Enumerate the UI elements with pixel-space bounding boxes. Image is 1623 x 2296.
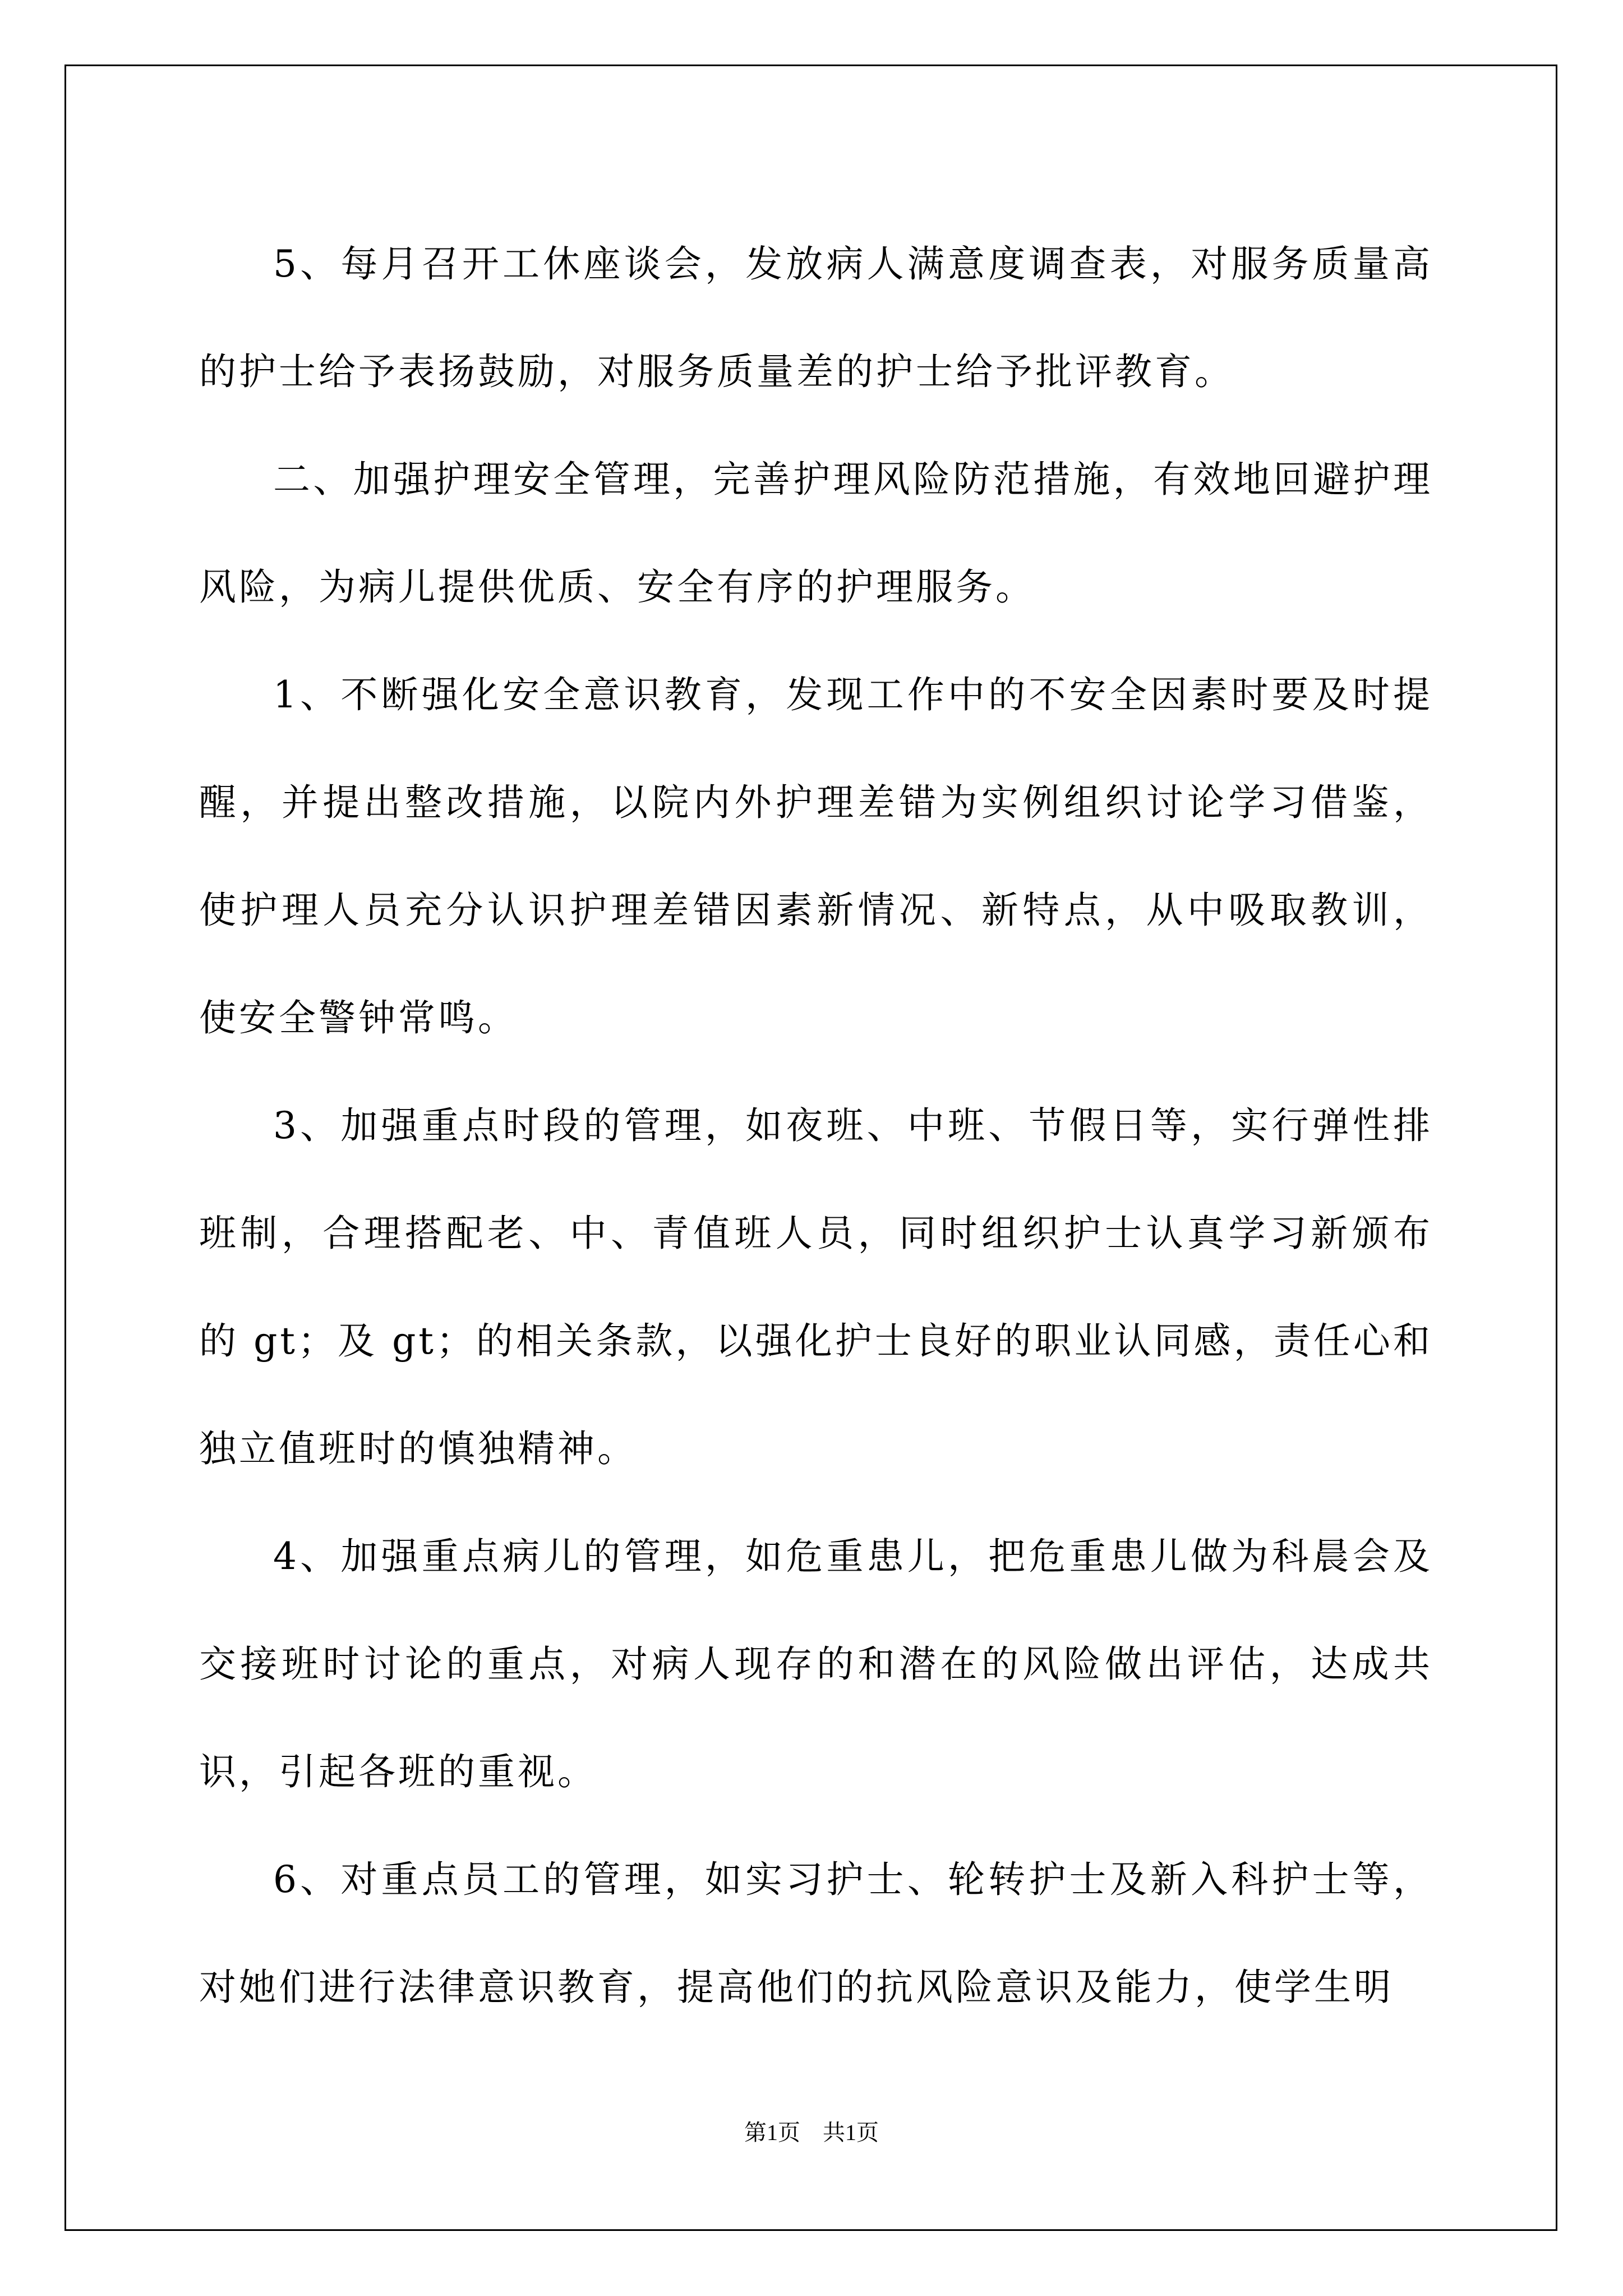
paragraph-3: 1、不断强化安全意识教育，发现工作中的不安全因素时要及时提醒，并提出整改措施，以院内外护理差错为实例组织讨论学习借鉴，使护理人员充分认识护理差错因素新情况、新特点，从中吸取教训，使安全警钟常鸣。 — [199, 673, 1433, 1039]
page-footer: 第1页 共1页 — [744, 2120, 879, 2145]
document-body — [199, 210, 1433, 2041]
paragraph-2: 二、加强护理安全管理，完善护理风险防范措施，有效地回避护理风险，为病儿提供优质、安全有序的护理服务。 — [199, 458, 1433, 609]
paragraph-6: 6、对重点员工的管理，如实习护士、轮转护士及新入科护士等，对她们进行法律意识教育，提高他们的抗风险意识及能力，使学生明 — [199, 1858, 1433, 2009]
paragraph-1: 5、每月召开工休座谈会，发放病人满意度调查表，对服务质量高的护士给予表扬鼓励，对服务质量差的护士给予批评教育。 — [199, 242, 1433, 393]
paragraph-4: 3、加强重点时段的管理，如夜班、中班、节假日等，实行弹性排班制，合理搭配老、中、青值班人员，同时组织护士认真学习新颁布的 gt；及 gt；的相关条款，以强化护士良好的职业认同感，责任心和独立值班时的慎独精神。 — [199, 1104, 1433, 1470]
paragraph-5: 4、加强重点病儿的管理，如危重患儿，把危重患儿做为科晨会及交接班时讨论的重点，对病人现存的和潜在的风险做出评估，达成共识，引起各班的重视。 — [199, 1535, 1433, 1793]
